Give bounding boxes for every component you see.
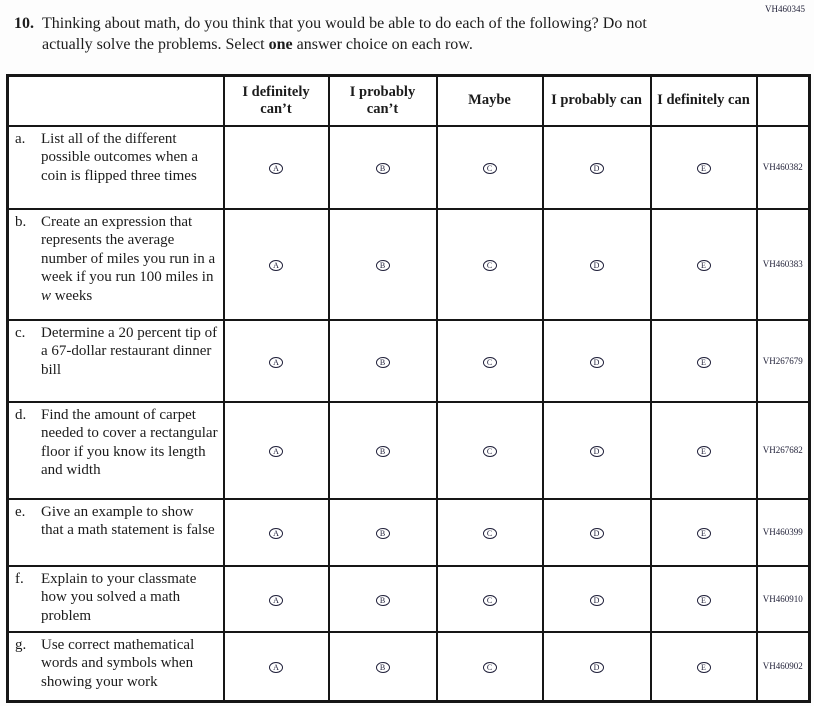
choice-bubble-d[interactable]: D <box>590 163 604 174</box>
choice-bubble-d[interactable]: D <box>590 446 604 457</box>
item-code: VH460902 <box>757 632 810 702</box>
row-letter: e. <box>15 503 26 520</box>
table-row <box>8 632 810 702</box>
choice-bubble-b[interactable]: B <box>376 595 390 606</box>
question-text-part2: answer choice on each row. <box>292 36 473 53</box>
choice-cell-d <box>543 320 651 402</box>
choice-bubble-e[interactable]: E <box>697 260 711 271</box>
choice-cell-e <box>651 320 757 402</box>
row-statement-text: Give an example to show that a math statement is false <box>41 503 215 538</box>
choice-cell-e <box>651 402 757 499</box>
choice-cell-e <box>651 632 757 702</box>
form-code: VH460345 <box>765 4 805 14</box>
choice-bubble-b[interactable]: B <box>376 357 390 368</box>
choice-bubble-c[interactable]: C <box>483 662 497 673</box>
row-statement <box>8 402 224 499</box>
column-header-definitely-can: I definitely can <box>651 76 757 126</box>
item-code: VH267682 <box>757 402 810 499</box>
choice-bubble-e[interactable]: E <box>697 357 711 368</box>
choice-bubble-b[interactable]: B <box>376 163 390 174</box>
table-row <box>8 566 810 632</box>
choice-bubble-a[interactable]: A <box>269 357 283 368</box>
question-text-bold: one <box>268 36 293 53</box>
row-statement-text: Find the amount of carpet needed to cover a rectangular floor if you know its length and width <box>41 406 218 478</box>
choice-cell-c <box>437 499 543 566</box>
row-letter: f. <box>15 570 24 587</box>
row-letter: a. <box>15 130 26 147</box>
choice-bubble-b[interactable]: B <box>376 662 390 673</box>
choice-cell-e <box>651 499 757 566</box>
choice-cell-c <box>437 320 543 402</box>
row-statement-text: Explain to your classmate how you solved a math problem <box>41 570 197 624</box>
choice-bubble-c[interactable]: C <box>483 446 497 457</box>
choice-bubble-e[interactable]: E <box>697 528 711 539</box>
response-grid <box>6 74 811 703</box>
column-header-stub <box>8 76 224 126</box>
item-code: VH460382 <box>757 126 810 209</box>
choice-bubble-d[interactable]: D <box>590 357 604 368</box>
table-row <box>8 402 810 499</box>
table-row <box>8 320 810 402</box>
choice-cell-d <box>543 566 651 632</box>
row-letter: d. <box>15 406 27 423</box>
choice-cell-b <box>329 499 437 566</box>
item-code: VH460910 <box>757 566 810 632</box>
question-block <box>14 13 690 55</box>
choice-bubble-d[interactable]: D <box>590 528 604 539</box>
choice-bubble-d[interactable]: D <box>590 662 604 673</box>
choice-bubble-c[interactable]: C <box>483 163 497 174</box>
choice-bubble-b[interactable]: B <box>376 446 390 457</box>
choice-bubble-d[interactable]: D <box>590 260 604 271</box>
choice-bubble-b[interactable]: B <box>376 260 390 271</box>
question-text <box>42 13 690 55</box>
choice-bubble-d[interactable]: D <box>590 595 604 606</box>
choice-cell-d <box>543 632 651 702</box>
row-statement-text: List all of the different possible outcomes when a coin is flipped three times <box>41 130 199 184</box>
row-statement <box>8 566 224 632</box>
item-code: VH460399 <box>757 499 810 566</box>
choice-cell-a <box>224 126 329 209</box>
choice-cell-c <box>437 126 543 209</box>
choice-cell-d <box>543 402 651 499</box>
choice-bubble-a[interactable]: A <box>269 528 283 539</box>
choice-bubble-e[interactable]: E <box>697 662 711 673</box>
choice-bubble-c[interactable]: C <box>483 357 497 368</box>
choice-cell-a <box>224 402 329 499</box>
choice-bubble-a[interactable]: A <box>269 595 283 606</box>
row-statement <box>8 320 224 402</box>
choice-bubble-c[interactable]: C <box>483 595 497 606</box>
row-statement <box>8 126 224 209</box>
choice-cell-b <box>329 632 437 702</box>
table-row <box>8 126 810 209</box>
choice-cell-b <box>329 320 437 402</box>
row-letter: g. <box>15 636 27 653</box>
choice-bubble-c[interactable]: C <box>483 528 497 539</box>
choice-cell-b <box>329 126 437 209</box>
row-statement <box>8 209 224 320</box>
column-header-probably-can: I probably can <box>543 76 651 126</box>
row-letter: c. <box>15 324 26 341</box>
choice-cell-c <box>437 209 543 320</box>
row-statement <box>8 632 224 702</box>
choice-cell-e <box>651 209 757 320</box>
choice-bubble-e[interactable]: E <box>697 163 711 174</box>
choice-cell-a <box>224 632 329 702</box>
choice-cell-b <box>329 209 437 320</box>
choice-cell-c <box>437 402 543 499</box>
choice-bubble-b[interactable]: B <box>376 528 390 539</box>
row-statement-text: Determine a 20 percent tip of a 67-dollar restaurant dinner bill <box>41 324 218 378</box>
row-letter: b. <box>15 213 27 230</box>
choice-cell-b <box>329 402 437 499</box>
column-header-code <box>757 76 810 126</box>
choice-cell-d <box>543 499 651 566</box>
choice-bubble-a[interactable]: A <box>269 260 283 271</box>
choice-cell-a <box>224 320 329 402</box>
row-statement-prefix: Create an expression that represents the average number of miles you run in a week if you run 100 miles in <box>41 213 216 285</box>
table-row <box>8 499 810 566</box>
column-header-maybe: Maybe <box>437 76 543 126</box>
item-code: VH460383 <box>757 209 810 320</box>
choice-cell-a <box>224 209 329 320</box>
row-statement <box>8 499 224 566</box>
choice-bubble-c[interactable]: C <box>483 260 497 271</box>
choice-cell-d <box>543 209 651 320</box>
choice-cell-d <box>543 126 651 209</box>
column-header-definitely-cant: I definitely can’t <box>224 76 329 126</box>
header-row <box>8 76 810 126</box>
row-statement-text: Use correct mathematical words and symbols when showing your work <box>41 636 195 690</box>
row-statement-text <box>41 213 219 306</box>
choice-bubble-e[interactable]: E <box>697 446 711 457</box>
choice-cell-e <box>651 126 757 209</box>
choice-cell-e <box>651 566 757 632</box>
row-statement-variable: w <box>41 287 52 304</box>
choice-cell-a <box>224 499 329 566</box>
choice-cell-a <box>224 566 329 632</box>
choice-bubble-a[interactable]: A <box>269 446 283 457</box>
table-row <box>8 209 810 320</box>
choice-cell-c <box>437 566 543 632</box>
choice-cell-b <box>329 566 437 632</box>
choice-bubble-a[interactable]: A <box>269 662 283 673</box>
choice-cell-c <box>437 632 543 702</box>
choice-bubble-a[interactable]: A <box>269 163 283 174</box>
question-number: 10. <box>14 15 34 32</box>
row-statement-suffix: weeks <box>51 287 93 304</box>
question-text-part1: Thinking about math, do you think that you would be able to do each of the following? Do not actually solve the problems. Select <box>42 15 647 53</box>
choice-bubble-e[interactable]: E <box>697 595 711 606</box>
column-header-probably-cant: I probably can’t <box>329 76 437 126</box>
item-code: VH267679 <box>757 320 810 402</box>
